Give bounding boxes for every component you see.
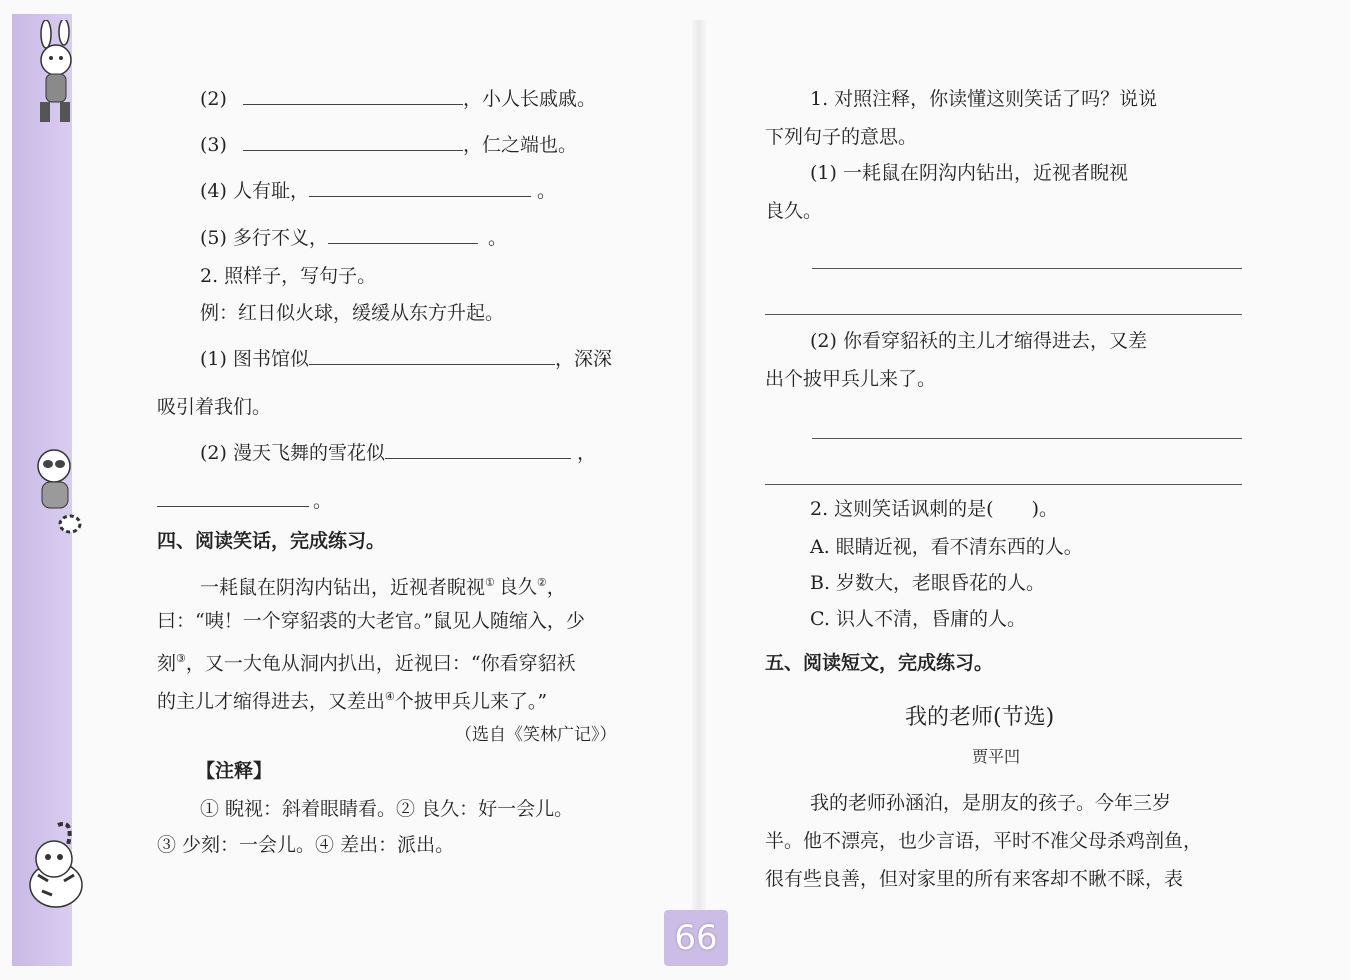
book-spine [692,20,706,920]
question-1-1-line-2: 良久。 [765,200,823,222]
article-author: 贾平凹 [972,747,1021,766]
fill-item-5 [200,225,507,251]
imitate-item-2 [200,440,596,466]
question-1-1-line-1: (1) 一耗鼠在阴沟内钻出，近视者睨视 [810,162,1128,184]
imitate-item-2-cont [157,488,332,514]
section-4-heading: 四、阅读笑话，完成练习。 [157,530,386,552]
item-text: (2) 漫天飞舞的雪花似 [200,442,385,464]
story-line-3 [157,646,576,676]
note-marker: ③ [176,652,186,665]
story-text: 刻 [157,652,177,675]
item-text: (1) 图书馆似 [200,348,309,370]
answer-line[interactable] [812,438,1242,439]
fill-item-3 [200,132,577,158]
tiger-mascot-icon [18,815,88,925]
item-text: (5) 多行不义， [200,227,328,249]
note-marker: ④ [385,690,395,703]
rabbit-mascot-icon [18,20,88,130]
article-line-2: 半。他不漂亮，也少言语，平时不准父母杀鸡剖鱼， [765,830,1203,852]
answer-blank[interactable] [309,178,531,197]
item-text: 。 [487,227,507,249]
answer-blank[interactable] [157,488,309,507]
story-text: 良久 [498,576,537,599]
article-line-1: 我的老师孙涵泊，是朋友的孩子。今年三岁 [810,792,1172,814]
example-sentence: 例：红日似火球，缓缓从东方升起。 [200,302,505,324]
item-text: ，仁之端也。 [462,134,577,156]
notes-title: 【注释】 [196,760,273,782]
answer-blank[interactable] [243,132,463,151]
question-1-2-line-1: (2) 你看穿貂袄的主儿才缩得进去，又差 [810,330,1147,352]
story-line-2: 曰：“咦！一个穿貂裘的大老官。”鼠见人随缩入，少 [157,610,585,632]
item-text: ， [576,442,596,464]
question-1-line-1: 1. 对照注释，你读懂这则笑话了吗？说说 [810,88,1158,110]
answer-blank[interactable] [309,346,555,365]
answer-line[interactable] [765,484,1242,485]
question-1-2-line-2: 出个披甲兵儿来了。 [765,368,937,390]
fill-item-2 [200,86,596,112]
answer-line[interactable] [812,268,1242,269]
section-2-title: 2. 照样子，写句子。 [200,265,377,287]
option-b[interactable]: B. 岁数大，老眼昏花的人。 [810,572,1046,594]
item-text: 。 [313,490,333,512]
note-marker: ① [485,576,495,589]
answer-blank[interactable] [385,440,571,459]
raccoon-mascot-icon [18,440,88,540]
story-text: 一耗鼠在阴沟内钻出，近视者睨视 [200,576,486,599]
question-1-line-2: 下列句子的意思。 [765,126,918,148]
story-text: 的主儿才缩得进去，又差出 [157,690,386,713]
notes-line-1: ① 睨视：斜着眼睛看。② 良久：好一会儿。 [200,798,574,820]
option-a[interactable]: A. 眼睛近视，看不清东西的人。 [810,536,1083,558]
item-text: (4) 人有耻， [200,180,309,202]
option-c[interactable]: C. 识人不清，昏庸的人。 [810,608,1026,630]
imitate-item-1-cont: 吸引着我们。 [157,396,272,418]
item-text: ，小人长戚戚。 [462,88,596,110]
answer-blank[interactable] [328,225,478,244]
imitate-item-1 [200,346,612,372]
section-5-heading: 五、阅读短文，完成练习。 [765,652,994,674]
story-text: ，又一大龟从洞内扒出，近视曰：“你看穿貂袄 [185,652,576,675]
item-number: (2) [200,88,227,110]
answer-line[interactable] [765,314,1242,315]
page-number: 66 [664,910,728,966]
question-2: 2. 这则笑话讽刺的是( )。 [810,498,1058,520]
article-line-3: 很有些良善，但对家里的所有来客却不瞅不睬，表 [765,868,1184,890]
story-line-1 [200,570,566,600]
item-text: 。 [536,180,556,202]
answer-blank[interactable] [243,86,463,105]
notes-line-2: ③ 少刻：一会儿。④ 差出：派出。 [157,834,455,856]
fill-item-4 [200,178,556,204]
story-text: 个披甲兵儿来了。” [394,690,548,713]
article-title: 我的老师(节选) [905,705,1055,730]
note-marker: ② [536,576,547,589]
item-text: ，深深 [554,348,612,370]
story-text: ， [546,576,566,599]
item-number: (3) [200,134,227,156]
story-line-4 [157,684,547,714]
story-source: （选自《笑林广记》） [455,725,617,745]
